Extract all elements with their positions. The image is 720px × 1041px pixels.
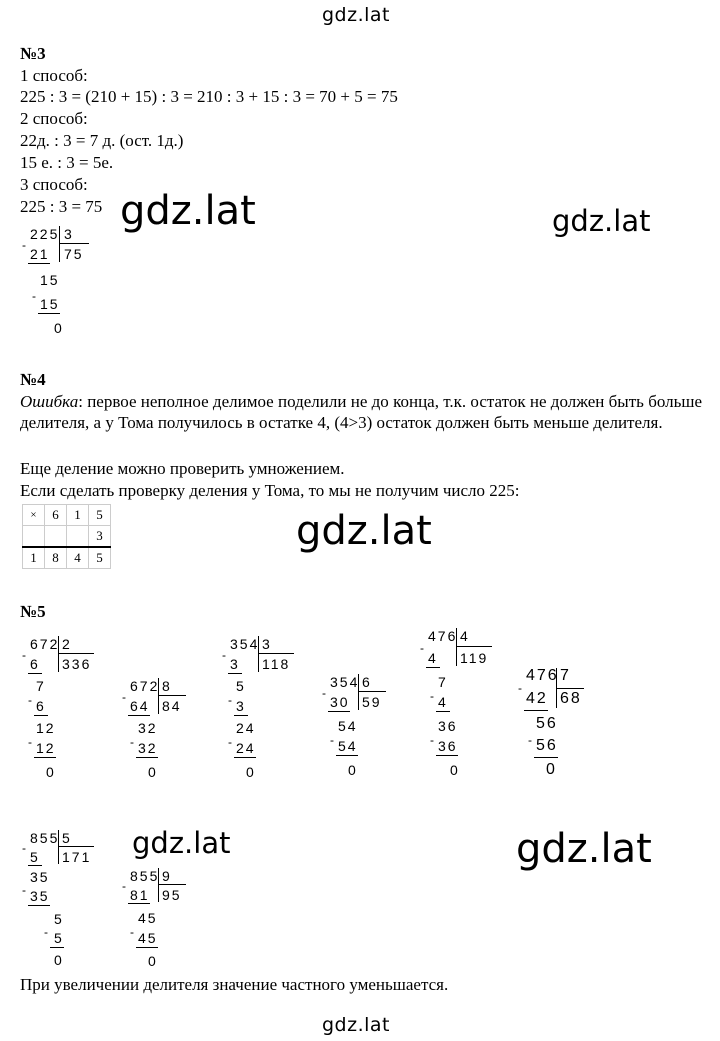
watermark-3: gdz.lat — [296, 508, 432, 554]
task5-division-476-by-4: 476 4 119 - 4 7 - 4 36 - 36 0 — [420, 628, 510, 778]
watermark-bottom: gdz.lat — [322, 1014, 391, 1036]
watermark-4: gdz.lat — [132, 826, 231, 860]
task3-long-division: 225 3 75 - 21 15 - 15 0 — [22, 226, 102, 346]
watermark-5: gdz.lat — [516, 826, 652, 872]
task3-line-3: 2 способ: — [20, 109, 88, 128]
task5-heading: №5 — [20, 602, 46, 621]
task3-line-7: 225 : 3 = 75 — [20, 197, 103, 216]
task5-division-476-by-7: 476 7 68 - 42 56 - 56 0 — [518, 668, 598, 778]
task5-division-855-by-5: 855 5 171 - 5 35 - 35 5 - 5 0 — [22, 830, 112, 970]
task5-conclusion: При увеличении делителя значение частного уменьшается. — [20, 975, 449, 994]
task4-line-3: Если сделать проверку деления у Тома, то мы не получим число 225: — [20, 481, 520, 500]
task4-line-2: Еще деление можно проверить умножением. — [20, 459, 345, 478]
task4-error-word: Ошибка — [20, 392, 79, 411]
task5-division-672-by-8: 672 8 84 - 64 32 - 32 0 — [122, 678, 202, 788]
task5-division-354-by-6: 354 6 59 - 30 54 - 54 0 — [322, 674, 402, 784]
watermark-1: gdz.lat — [120, 188, 256, 234]
task4-multiplication-check: × 6 1 5 3 1 8 4 5 — [22, 504, 111, 569]
task4-error-paragraph — [20, 391, 702, 433]
task3-line-2: 225 : 3 = (210 + 15) : 3 = 210 : 3 + 15 : 3 = 70 + 5 = 75 — [20, 87, 398, 106]
task3-line-6: 3 способ: — [20, 175, 88, 194]
watermark-top: gdz.lat — [322, 4, 391, 26]
task4-error-text: : первое неполное делимое поделили не до конца, т.к. остаток не должен быть больше делителя, а у Тома получилось в остатке 4, (4>3) остаток должен быть меньше делителя. — [20, 392, 702, 432]
task3-line-1: 1 способ: — [20, 66, 88, 85]
task3-heading: №3 — [20, 44, 46, 63]
task5-division-354-by-3: 354 3 118 - 3 5 - 3 24 - 24 0 — [222, 636, 312, 786]
task3-line-4: 22д. : 3 = 7 д. (ост. 1д.) — [20, 131, 184, 150]
watermark-2: gdz.lat — [552, 204, 651, 238]
task4-heading: №4 — [20, 370, 46, 389]
task5-division-672-by-2: 672 2 336 - 6 7 - 6 12 - 12 0 — [22, 636, 112, 786]
task3-line-5: 15 е. : 3 = 5е. — [20, 153, 114, 172]
task5-division-855-by-9: 855 9 95 - 81 45 - 45 0 — [122, 868, 202, 972]
